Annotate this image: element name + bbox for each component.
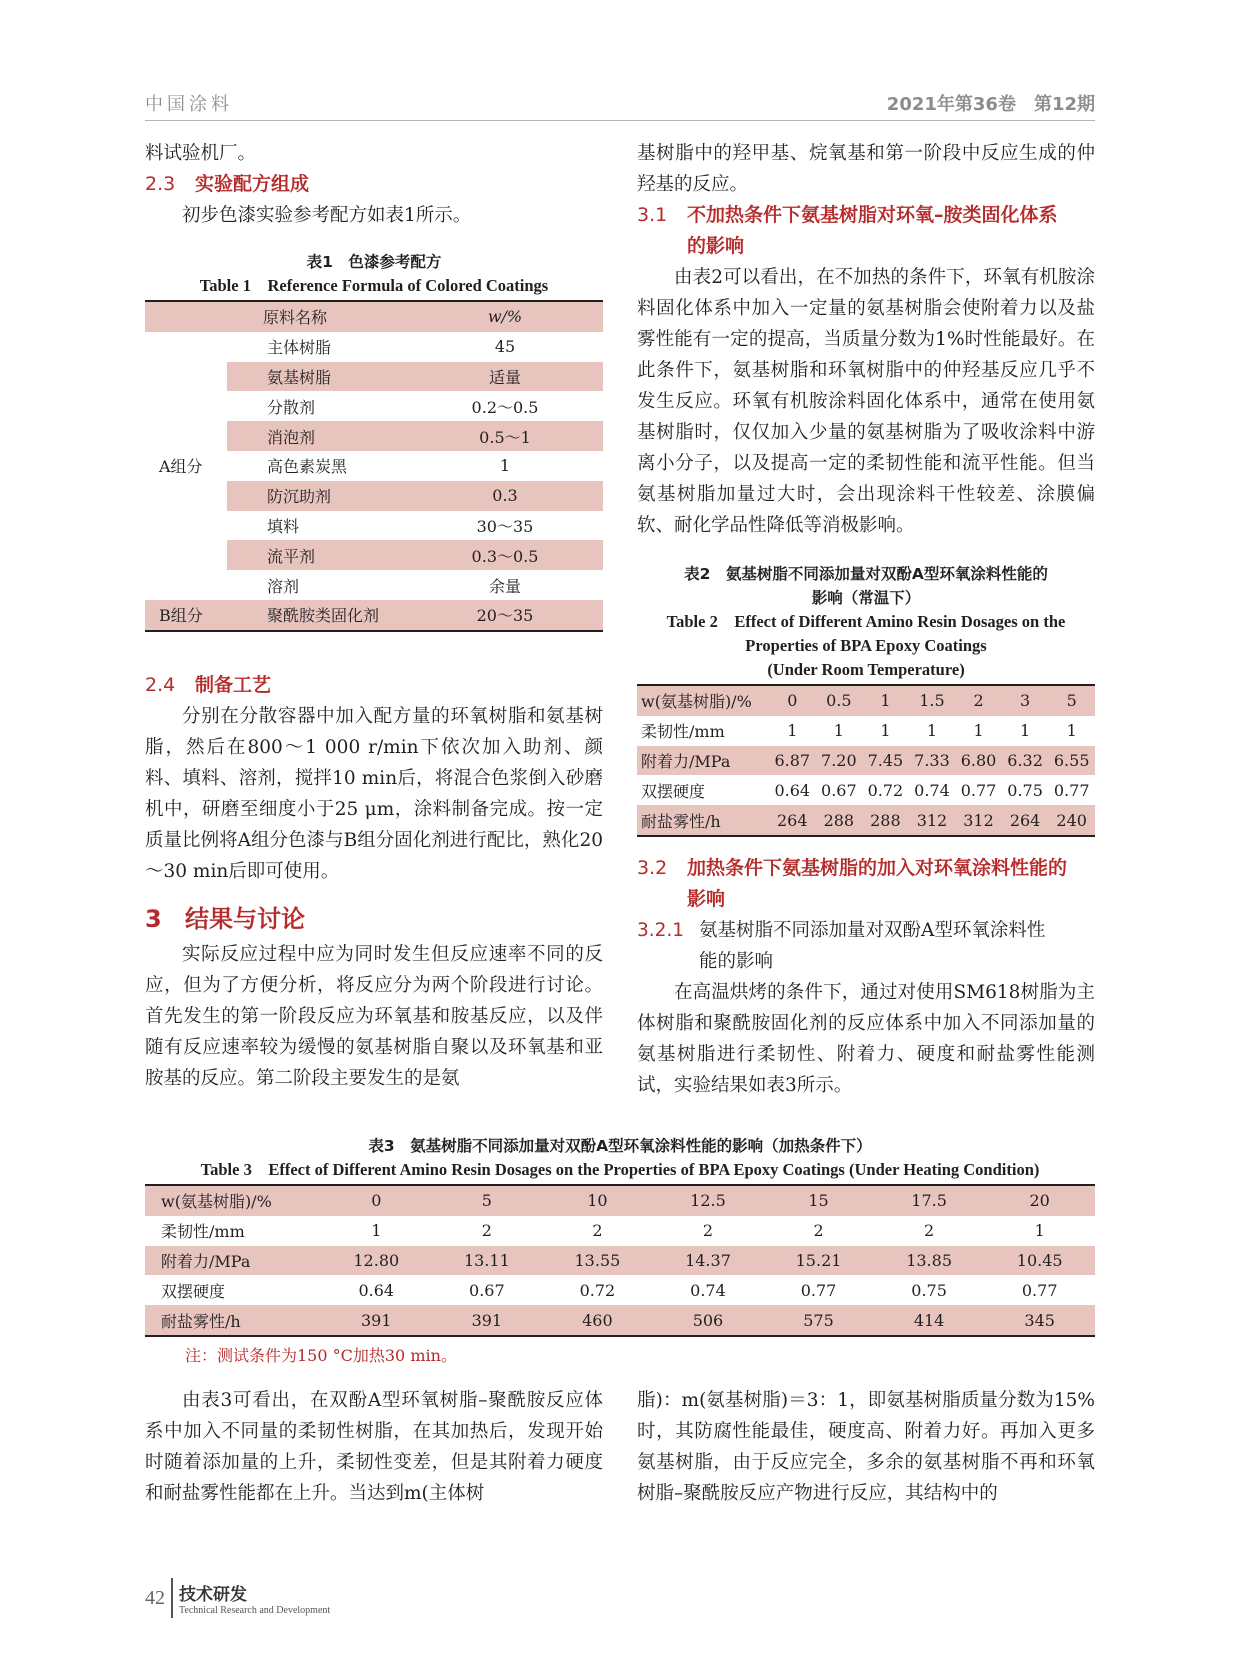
footer-divider (171, 1578, 173, 1618)
table1-cell: 主体树脂 (267, 338, 332, 358)
row-label: w(氨基树脂)/% (637, 685, 769, 716)
table-row (637, 716, 1095, 746)
table-cell: 6.80 (955, 746, 1002, 776)
table-cell: 1 (862, 685, 909, 716)
table-cell: 1 (973, 721, 984, 741)
table-cell: 15.21 (763, 1246, 874, 1276)
section-3-2-heading: 3.2 加热条件下氨基树脂的加入对环氧涂料性能的 (637, 857, 1068, 879)
table-row (637, 775, 1095, 805)
table-cell: 506 (653, 1305, 764, 1336)
table-cell: 1 (833, 721, 844, 741)
table-cell: 2 (481, 1221, 492, 1241)
table-cell: 0.64 (774, 780, 811, 800)
table-cell: 1 (1020, 721, 1031, 741)
bottom-left-paragraph-box (145, 1385, 603, 1509)
section-2-3-paragraph: 初步色漆实验参考配方如表1所示。 (182, 205, 472, 226)
table-cell: 13.55 (542, 1246, 653, 1276)
table-cell: 6.55 (1048, 746, 1095, 776)
section-3-1-paragraph: 由表2可以看出，在不加热的条件下，环氧有机胺涂料固化体系中加入一定量的氨基树脂会使附着力以及盐雾性能有一定的提高，当质量分数为1%时性能最好。在此条件下，氨基树脂和环氧树脂中的仲羟基反应几乎不发生反应。环氧有机胺涂料固化体系中，通常在使用氨基树脂时，仅仅加入少量的氨基树脂为了吸收涂料中游离小分子，以及提高一定的柔韧性能和流平性能。但当氨基树脂加量过大时，会出现涂料干性较差、涂膜偏软、耐化学品性降低等消极影响。 (637, 267, 1095, 536)
table-row (637, 685, 1095, 716)
table-cell: 0.77 (960, 780, 997, 800)
table-cell: 345 (984, 1305, 1095, 1336)
table-row (637, 746, 1095, 776)
table3-note: 注：测试条件为150 °C加热30 min。 (185, 1345, 457, 1365)
section-3-1-heading: 3.1 不加热条件下氨基树脂对环氧–胺类固化体系 (637, 204, 1058, 226)
table-cell: 10.45 (984, 1246, 1095, 1276)
table-cell: 2 (592, 1221, 603, 1241)
section-3-paragraph: 实际反应过程中应为同时发生但反应速率不同的反应，但为了方便分析，将反应分为两个阶段进行讨论。首先发生的第一阶段反应为环氧基和胺基反应，以及伴随有反应速率较为缓慢的氨基树脂自聚以及环氧基和亚胺基的反应。第二阶段主要发生的是氨 (145, 944, 603, 1089)
table-cell: 0.75 (911, 1280, 947, 1300)
table3 (145, 1184, 1095, 1337)
table-cell: 0.74 (914, 780, 950, 800)
table-cell: 5 (432, 1185, 543, 1216)
table2-caption-cn-1: 表2 氨基树脂不同添加量对双酚A型环氧涂料性能的 (684, 565, 1048, 583)
table-cell: 12.5 (653, 1185, 764, 1216)
left-top-paragraph: 料试验机厂。 (145, 143, 257, 164)
footer-section-en: Technical Research and Development (179, 1605, 331, 1616)
table-cell: 20 (984, 1185, 1095, 1216)
table-cell: 6.87 (769, 746, 816, 776)
table2-block (637, 562, 1095, 837)
table-cell: 0.72 (867, 780, 904, 800)
table-row (145, 1305, 1095, 1336)
table-cell: 13.85 (874, 1246, 985, 1276)
right-top-paragraph: 基树脂中的羟甲基、烷氧基和第一阶段中反应生成的仲羟基的反应。 (637, 143, 1095, 195)
table-cell: 0.67 (821, 780, 857, 800)
table2-caption-cn-2: 影响（常温下） (811, 589, 921, 607)
table-row (145, 1246, 1095, 1276)
footer-section-cn: 技术研发 (179, 1585, 247, 1605)
table1-group-a: A组分 (159, 457, 203, 477)
table-cell: 12.80 (321, 1246, 432, 1276)
table1-cell: 流平剂 (227, 540, 407, 570)
table-cell: 0 (769, 685, 816, 716)
table1-cell: 45 (494, 337, 516, 357)
table-row (145, 1216, 1095, 1246)
table-cell: 7.45 (862, 746, 909, 776)
section-3-heading: 3 结果与讨论 (145, 905, 305, 933)
table-cell: 0.67 (469, 1280, 505, 1300)
table-cell: 14.37 (653, 1246, 764, 1276)
right-column (637, 138, 1095, 541)
table-cell: 0.72 (579, 1280, 616, 1300)
table-cell: 7.33 (909, 746, 956, 776)
table-cell: 0.77 (1053, 780, 1090, 800)
table-cell: 1 (1034, 1221, 1045, 1241)
table3-block (145, 1134, 1095, 1366)
table1-row-b (145, 600, 603, 631)
table1-cell: 溶剂 (267, 576, 300, 596)
table1-cell: 0.5～1 (407, 421, 603, 451)
page-footer (145, 1576, 330, 1620)
table-cell: 5 (1048, 685, 1095, 716)
table-cell: 3 (1002, 685, 1049, 716)
row-label: 耐盐雾性/h (637, 805, 769, 836)
table2-caption-en-2: Properties of BPA Epoxy Coatings (745, 636, 987, 655)
row-label: 附着力/MPa (145, 1246, 321, 1276)
table1-cell: 消泡剂 (227, 421, 407, 451)
left-column (145, 138, 603, 231)
table1-row (145, 332, 603, 362)
table-cell: 0.75 (1007, 780, 1043, 800)
table-cell: 15 (763, 1185, 874, 1216)
table1-cell: 1 (499, 456, 511, 476)
table1-cell: 聚酰胺类固化剂 (227, 600, 407, 631)
table-cell: 312 (909, 805, 956, 836)
table1-cell: 0.2～0.5 (471, 397, 539, 417)
table2-caption-en-1: Table 2 Effect of Different Amino Resin Dosages on the (666, 612, 1066, 631)
table-cell: 1 (880, 721, 891, 741)
table-cell: 13.11 (432, 1246, 543, 1276)
section-2-4-heading: 2.4 制备工艺 (145, 674, 272, 696)
table-cell: 0.5 (816, 685, 863, 716)
journal-name: 中国涂料 (145, 94, 233, 115)
table-cell: 1 (926, 721, 938, 741)
table-row (637, 805, 1095, 836)
table-cell: 0 (321, 1185, 432, 1216)
row-label: 附着力/MPa (637, 746, 769, 776)
section-3-2-1-heading-cont: 能的影响 (699, 951, 774, 972)
bottom-right-paragraph-box (637, 1385, 1095, 1509)
section-3-2-1-paragraph: 在高温烘烤的条件下，通过对使用SM618树脂为主体树脂和聚酰胺固化剂的反应体系中加入不同添加量的氨基树脂进行柔韧性、附着力、硬度和耐盐雾性能测试，实验结果如表3所示。 (637, 982, 1095, 1096)
table3-caption-en: Table 3 Effect of Different Amino Resin Dosages on the Properties of BPA Epoxy Coatings (Under Heating Condition) (200, 1160, 1040, 1179)
table-cell: 460 (542, 1305, 653, 1336)
table1-cell: 高色素炭黑 (267, 457, 348, 477)
table1 (145, 300, 603, 632)
table3-caption-cn: 表3 氨基树脂不同添加量对双酚A型环氧涂料性能的影响（加热条件下） (368, 1137, 872, 1155)
table-cell: 0.77 (1021, 1280, 1058, 1300)
table-cell: 7.20 (816, 746, 863, 776)
table2 (637, 684, 1095, 837)
table-cell: 391 (321, 1305, 432, 1336)
table1-caption-en: Table 1 Reference Formula of Colored Coatings (199, 276, 549, 295)
table-cell: 288 (816, 805, 863, 836)
table-cell: 17.5 (874, 1185, 985, 1216)
table-cell: 414 (874, 1305, 985, 1336)
row-label: 柔韧性/mm (641, 722, 725, 742)
table1-cell: 0.3 (407, 481, 603, 511)
table-cell: 0.64 (358, 1280, 395, 1300)
table-cell: 2 (955, 685, 1002, 716)
row-label: 柔韧性/mm (161, 1222, 245, 1242)
table-cell: 575 (763, 1305, 874, 1336)
section-3-2-1-heading: 3.2.1 氨基树脂不同添加量对双酚A型环氧涂料性 (637, 920, 1046, 941)
table-cell: 0.74 (690, 1280, 726, 1300)
table1-head-w: w/% (407, 301, 603, 332)
left-column-lower (145, 670, 603, 1094)
table1-cell: 适量 (407, 362, 603, 392)
table-cell: 1 (1066, 721, 1077, 741)
table-cell: 2 (702, 1221, 714, 1241)
section-3-2-heading-cont: 影响 (687, 888, 726, 910)
issue-info: 2021年第36卷 第12期 (886, 94, 1095, 115)
right-column-lower (637, 853, 1095, 1101)
table-cell: 288 (862, 805, 909, 836)
table1-caption-cn: 表1 色漆参考配方 (306, 253, 442, 271)
table1-cell: 20～35 (407, 600, 603, 631)
table-cell: 240 (1048, 805, 1095, 836)
bottom-left-paragraph: 由表3可看出，在双酚A型环氧树脂–聚酰胺反应体系中加入不同量的柔韧性树脂，在其加热后，发现开始时随着添加量的上升，柔韧性变差，但是其附着力硬度和耐盐雾性能都在上升。当达到m(主体树 (145, 1390, 603, 1504)
row-label: 双摆硬度 (641, 781, 706, 801)
row-label: 耐盐雾性/h (145, 1305, 321, 1336)
table1-cell: 余量 (488, 576, 521, 596)
table-cell: 264 (769, 805, 816, 836)
table1-head-name: 原料名称 (227, 301, 407, 332)
section-2-3-heading: 2.3 实验配方组成 (145, 173, 310, 195)
table1-cell: 填料 (267, 516, 300, 536)
table-cell: 1.5 (909, 685, 956, 716)
table1-block (145, 250, 603, 632)
header-rule (145, 120, 1095, 121)
table1-group-b: B组分 (145, 600, 227, 631)
table-cell: 312 (955, 805, 1002, 836)
table-cell: 2 (813, 1221, 824, 1241)
table1-cell: 0.3～0.5 (407, 540, 603, 570)
table-cell: 6.32 (1002, 746, 1049, 776)
table-cell: 264 (1002, 805, 1049, 836)
bottom-right-paragraph: 脂)：m(氨基树脂)＝3：1，即氨基树脂质量分数为15%时，其防腐性能最佳，硬度高、附着力好。再加入更多氨基树脂，由于反应完全，多余的氨基树脂不再和环氧树脂–聚酰胺反应产物进行反应，其结构中的 (637, 1390, 1095, 1504)
table-cell: 10 (542, 1185, 653, 1216)
section-2-4-paragraph: 分别在分散容器中加入配方量的环氧树脂和氨基树脂，然后在800～1 000 r/min下依次加入助剂、颜料、填料、溶剂，搅拌10 min后，将混合色浆倒入砂磨机中，研磨至细度小于25 μm，涂料制备完成。按一定质量比例将A组分色漆与B组分固化剂进行配比，熟化20～30 min后即可使用。 (145, 706, 603, 882)
section-3-1-heading-cont: 的影响 (687, 235, 745, 257)
table1-cell: 分散剂 (267, 397, 316, 417)
table1-cell: 防沉助剂 (227, 481, 407, 511)
table-cell: 0.77 (800, 1280, 837, 1300)
table-cell: 1 (787, 721, 798, 741)
table2-caption-en-3: (Under Room Temperature) (767, 660, 965, 679)
table1-cell: 氨基树脂 (227, 362, 407, 392)
table-row (145, 1185, 1095, 1216)
table-row (145, 1275, 1095, 1305)
table-cell: 2 (924, 1221, 935, 1241)
table1-header-row (145, 301, 603, 332)
page-number: 42 (145, 1586, 165, 1609)
table1-cell: 30～35 (476, 516, 534, 536)
table-cell: 1 (371, 1221, 382, 1241)
row-label: 双摆硬度 (161, 1281, 226, 1301)
row-label: w(氨基树脂)/% (145, 1185, 321, 1216)
table-cell: 391 (432, 1305, 543, 1336)
